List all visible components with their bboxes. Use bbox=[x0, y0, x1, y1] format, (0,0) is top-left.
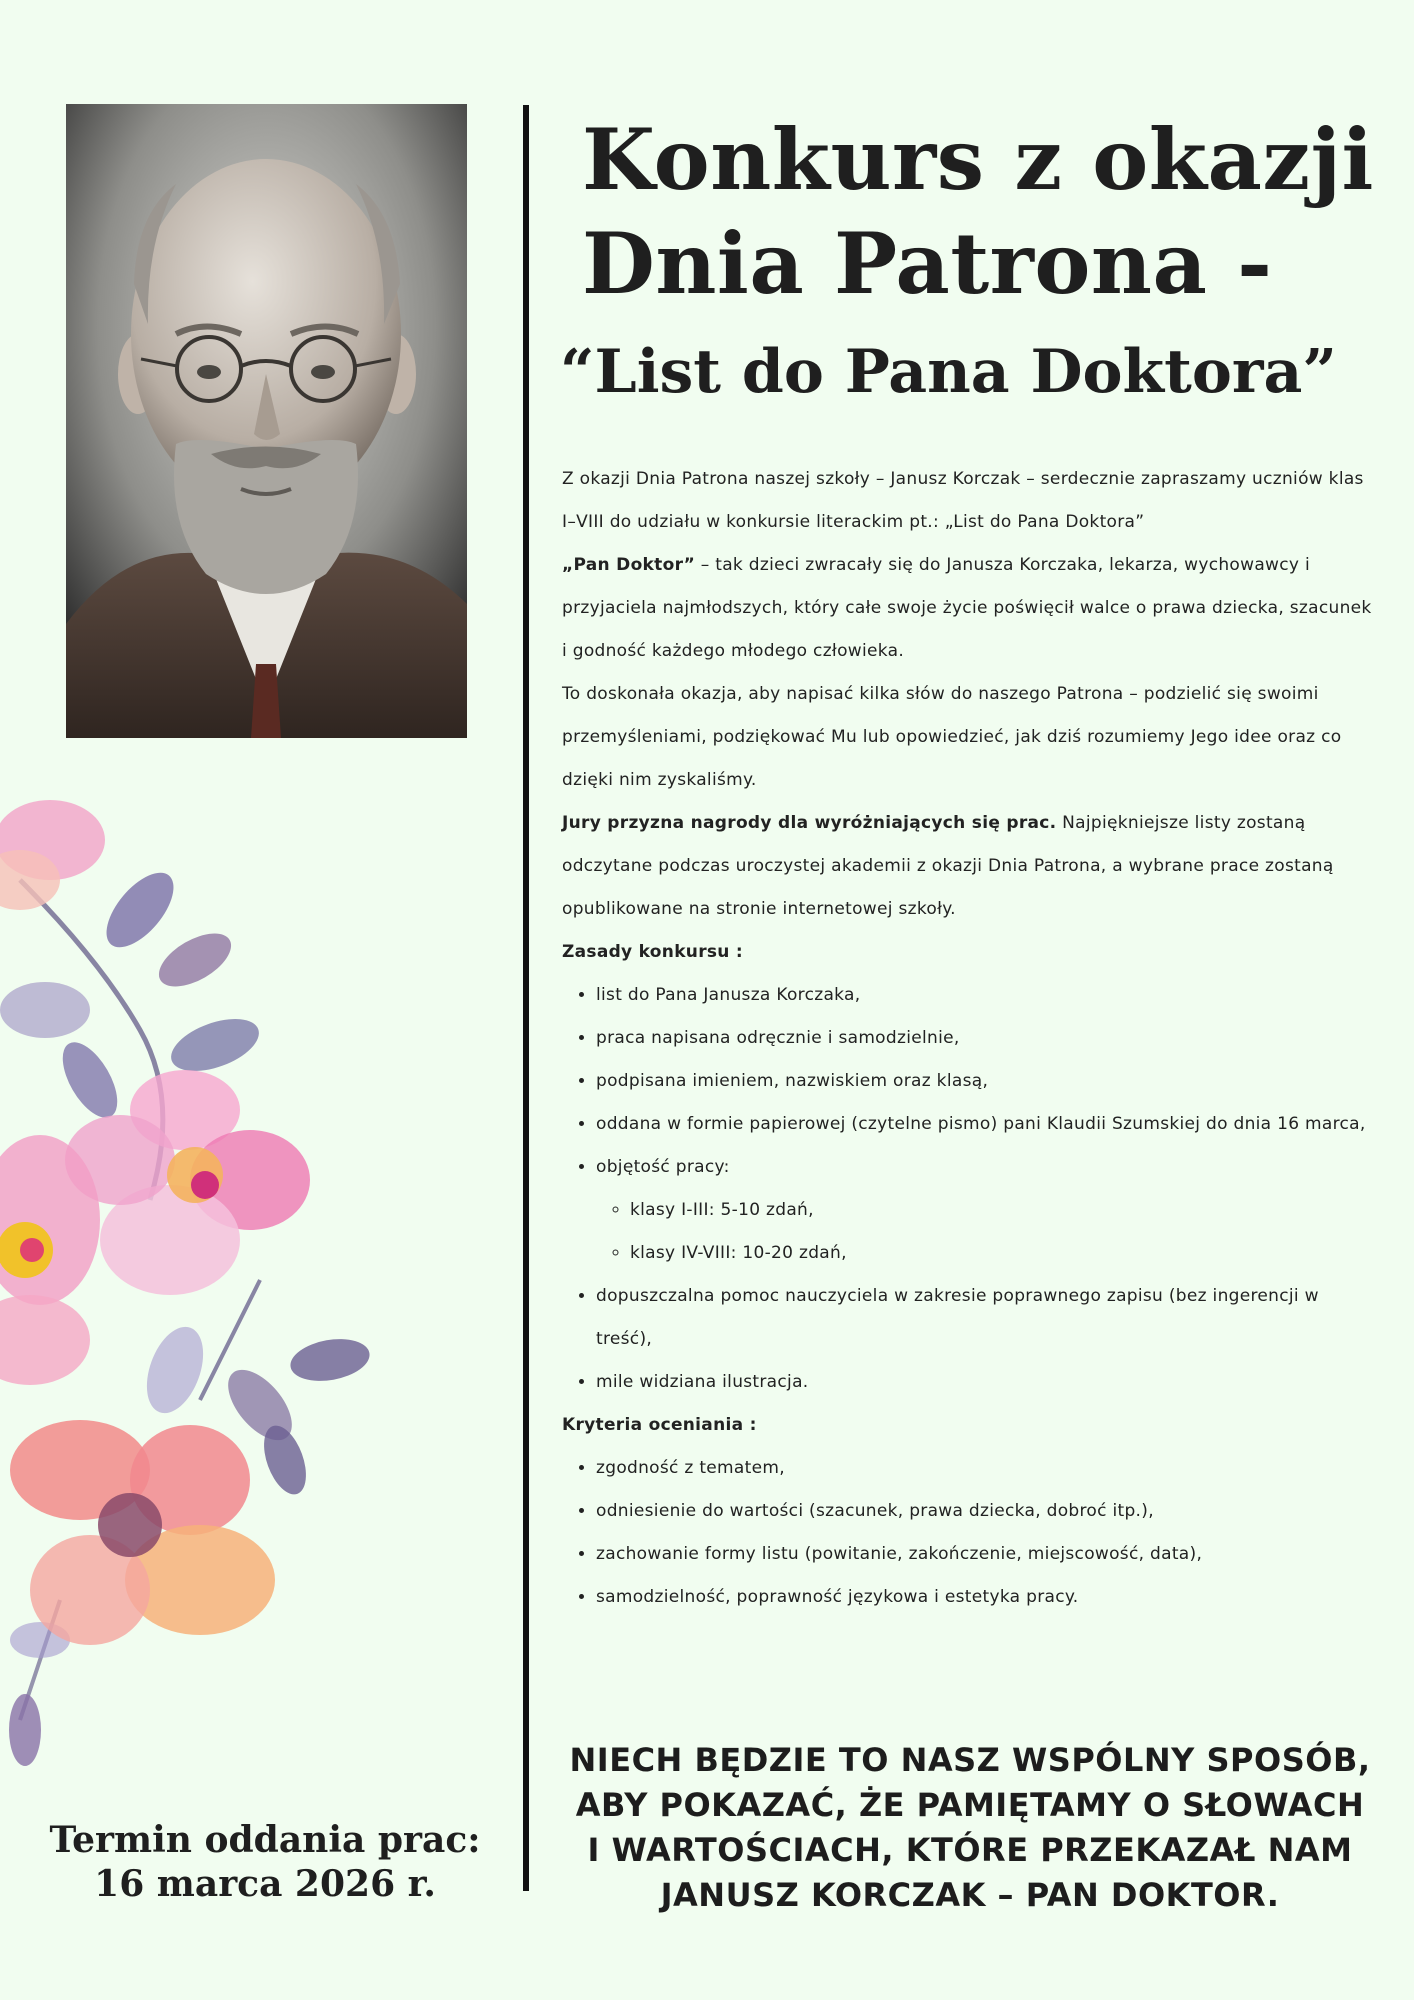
criteria-item: • odniesienie do wartości (szacunek, prawa dziecka, dobroć itp.), bbox=[596, 1490, 1372, 1533]
intro-paragraph-4 bbox=[562, 802, 1372, 931]
rules-item: • dopuszczalna pomoc nauczyciela w zakresie poprawnego zapisu (bez ingerencji w treść), bbox=[596, 1275, 1372, 1361]
deadline-line-1: Termin oddania prac: bbox=[49, 1819, 481, 1861]
rules-item bbox=[596, 1146, 1372, 1275]
rules-item: • list do Pana Janusza Korczaka, bbox=[596, 974, 1372, 1017]
criteria-item: • zachowanie formy listu (powitanie, zakończenie, miejscowość, data), bbox=[596, 1533, 1372, 1576]
portrait-photo bbox=[66, 104, 467, 738]
rules-item: • podpisana imieniem, nazwiskiem oraz klasą, bbox=[596, 1060, 1372, 1103]
intro-paragraph-2-bold: „Pan Doktor” bbox=[562, 555, 696, 575]
closing-line-2: ABY POKAZAĆ, ŻE PAMIĘTAMY O SŁOWACH bbox=[575, 1786, 1365, 1824]
intro-paragraph-2-rest: – tak dzieci zwracały się do Janusza Korczaka, lekarza, wychowawcy i przyjaciela najmłodszych, który całe swoje życie poświęcił walce o prawa dziecka, szacunek i godność każdego młodego człowieka. bbox=[562, 555, 1372, 661]
rules-item: • oddana w formie papierowej (czytelne pismo) pani Klaudii Szumskiej do dnia 16 marca, bbox=[596, 1103, 1372, 1146]
intro-paragraph-4-rest: Najpiękniejsze listy zostaną odczytane podczas uroczystej akademii z okazji Dnia Patrona, a wybrane prace zostaną opublikowane na stronie internetowej szkoły. bbox=[562, 813, 1334, 919]
rules-heading-text: Zasady konkursu : bbox=[562, 942, 744, 962]
intro-paragraph-2 bbox=[562, 544, 1372, 673]
criteria-heading-text: Kryteria oceniania : bbox=[562, 1415, 757, 1435]
deadline-line-2: 16 marca 2026 r. bbox=[94, 1863, 436, 1905]
body-text bbox=[562, 458, 1372, 1619]
closing-line-4: JANUSZ KORCZAK – PAN DOKTOR. bbox=[660, 1876, 1280, 1914]
portrait-illustration bbox=[66, 104, 467, 738]
title-line-2: Dnia Patrona - bbox=[582, 214, 1273, 313]
closing-line-3: I WARTOŚCIACH, KTÓRE PRZEKAZAŁ NAM bbox=[587, 1831, 1353, 1869]
flowers-illustration bbox=[0, 780, 420, 1780]
criteria-heading bbox=[562, 1404, 1372, 1447]
intro-paragraph-1: Z okazji Dnia Patrona naszej szkoły – Janusz Korczak – serdecznie zapraszamy uczniów klas I–VIII do udziału w konkursie literackim pt.: „List do Pana Doktora” bbox=[562, 469, 1364, 532]
rules-subitem: ◦ klasy I-III: 5-10 zdań, bbox=[630, 1189, 1372, 1232]
title-line-1: Konkurs z okazji bbox=[582, 110, 1374, 209]
criteria-item: • samodzielność, poprawność językowa i estetyka pracy. bbox=[596, 1576, 1372, 1619]
poster-subtitle: “List do Pana Doktora” bbox=[560, 337, 1337, 407]
rules-item: • praca napisana odręcznie i samodzielnie, bbox=[596, 1017, 1372, 1060]
deadline bbox=[30, 1818, 500, 1906]
vertical-divider bbox=[523, 105, 529, 1891]
rules-item-text: objętość pracy: bbox=[596, 1157, 730, 1177]
intro-paragraph-3: To doskonała okazja, aby napisać kilka słów do naszego Patrona – podzielić się swoimi przemyśleniami, podziękować Mu lub opowiedzieć, jak dziś rozumiemy Jego idee oraz co dzięki nim zyskaliśmy. bbox=[562, 684, 1342, 790]
rules-subitem: ◦ klasy IV-VIII: 10-20 zdań, bbox=[630, 1232, 1372, 1275]
rules-list bbox=[562, 974, 1372, 1404]
criteria-item: • zgodność z tematem, bbox=[596, 1447, 1372, 1490]
criteria-list bbox=[562, 1447, 1372, 1619]
closing-line-1: NIECH BĘDZIE TO NASZ WSPÓLNY SPOSÓB, bbox=[569, 1741, 1371, 1779]
watercolor-flowers bbox=[0, 780, 420, 1780]
intro-paragraph-4-bold: Jury przyzna nagrody dla wyróżniających się prac. bbox=[562, 813, 1057, 833]
rules-item: • mile widziana ilustracja. bbox=[596, 1361, 1372, 1404]
rules-heading bbox=[562, 931, 1372, 974]
closing-statement bbox=[560, 1738, 1380, 1918]
rules-sublist bbox=[596, 1189, 1372, 1275]
poster-title bbox=[582, 108, 1382, 316]
